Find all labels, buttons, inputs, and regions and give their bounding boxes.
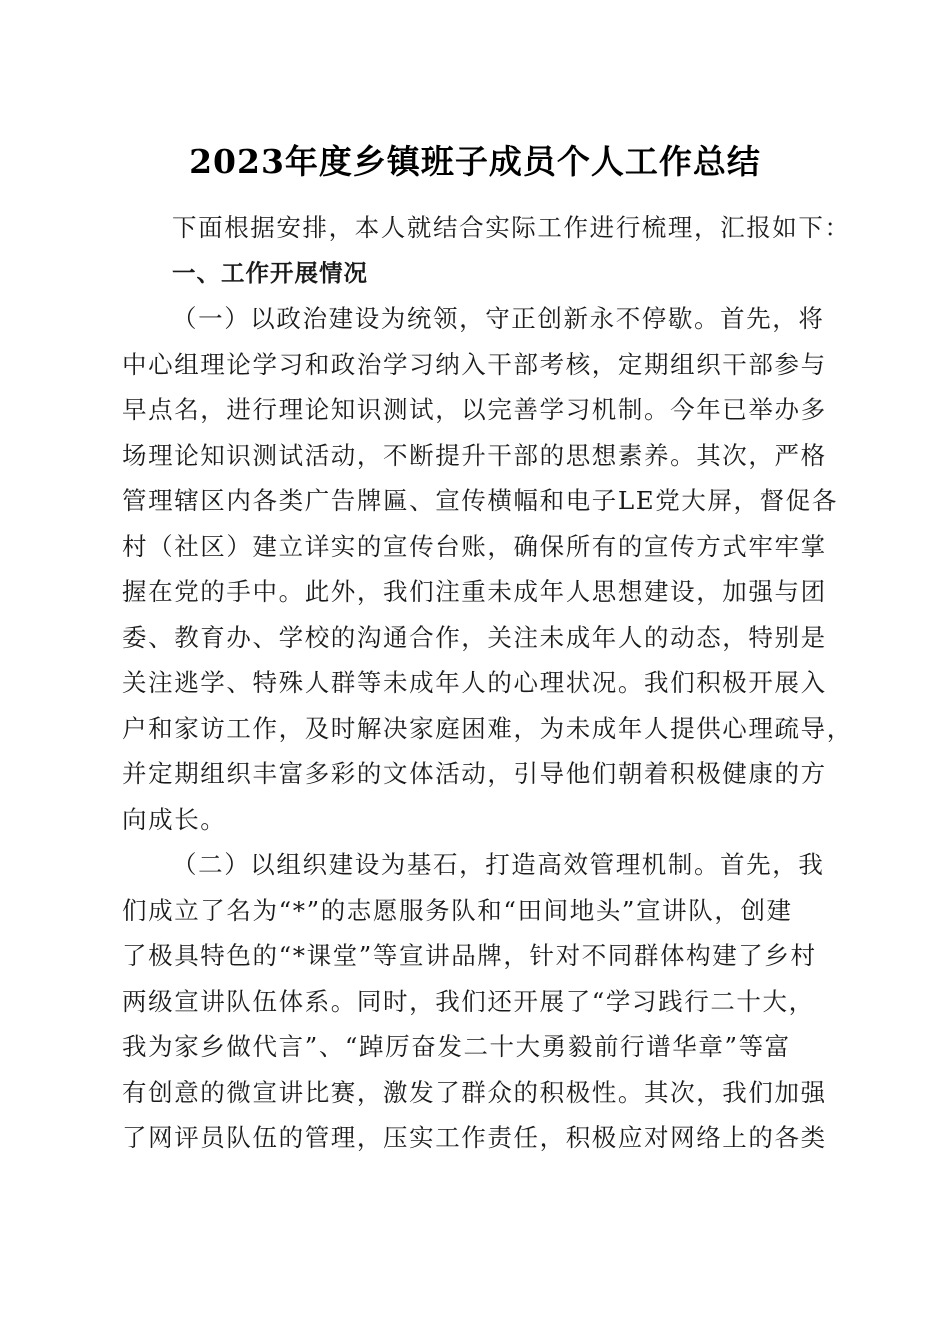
paragraph-2-line: 有创意的微宣讲比赛，激发了群众的积极性。其次，我们加强 [122,1077,827,1107]
paragraph-1-line: 早点名，进行理论知识测试，以完善学习机制。今年已举办多 [122,395,827,424]
paragraph-1-line: 并定期组织丰富多彩的文体活动，引导他们朝着积极健康的方 [122,759,827,788]
paragraph-2-line: （二）以组织建设为基石，打造高效管理机制。首先，我 [172,850,825,879]
document-title: 2023年度乡镇班子成员个人工作总结 [189,142,761,181]
paragraph-1-line: 中心组理论学习和政治学习纳入干部考核，定期组织干部参与 [122,349,827,379]
paragraph-2-line: 了网评员队伍的管理，压实工作责任，积极应对网络上的各类 [122,1123,827,1152]
paragraph-1-line: 向成长。 [122,804,227,834]
paragraph-2-line: 了极具特色的“*课堂”等宣讲品牌，针对不同群体构建了乡村 [122,941,817,970]
paragraph-1-line: 握在党的手中。此外，我们注重未成年人思想建设，加强与团 [122,577,827,606]
document-body [122,205,853,1161]
paragraph-1-line: 村（社区）建立详实的宣传台账，确保所有的宣传方式牢牢掌 [122,531,827,561]
paragraph-2-line: 我为家乡做代言”、“踔厉奋发二十大勇毅前行谱华章”等富 [122,1032,791,1061]
paragraph-1-line: 委、教育办、学校的沟通合作，关注未成年人的动态，特别是 [122,622,827,652]
paragraph-1-line: 户和家访工作，及时解决家庭困难，为未成年人提供心理疏导， [122,713,853,743]
paragraph-2-line: 们成立了名为“*”的志愿服务队和“田间地头”宣讲队，创建 [122,895,793,925]
paragraph-1-line: 场理论知识测试活动，不断提升干部的思想素养。其次，严格 [122,440,827,470]
section-heading: 一、工作开展情况 [172,258,368,287]
paragraph-1-line: 关注逃学、特殊人群等未成年人的心理状况。我们积极开展入 [122,668,827,697]
paragraph-1-line: 管理辖区内各类广告牌匾、宣传横幅和电子LE党大屏，督促各 [122,486,838,515]
intro-paragraph: 下面根据安排，本人就结合实际工作进行梳理，汇报如下： [172,213,851,242]
paragraph-2-line: 两级宣讲队伍体系。同时，我们还开展了“学习践行二十大， [122,986,815,1016]
paragraph-1-line: （一）以政治建设为统领，守正创新永不停歇。首先，将 [172,304,825,333]
